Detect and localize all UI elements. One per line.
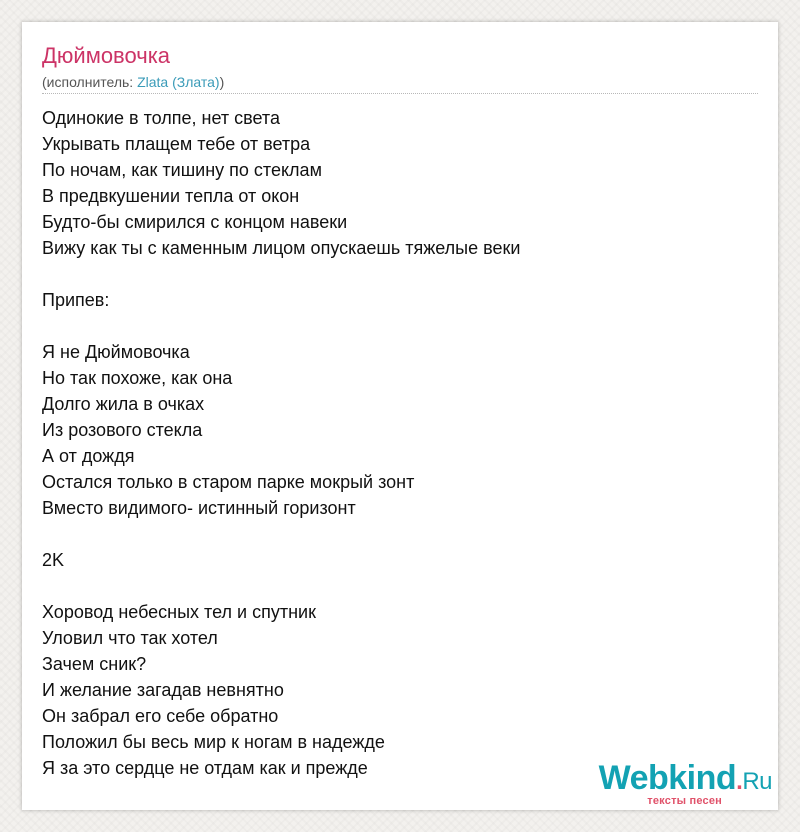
logo-tagline: тексты песен xyxy=(647,795,722,807)
lyric-line: Он забрал его себе обратно xyxy=(42,706,279,726)
lyric-line: Укрывать плащем тебе от ветра xyxy=(42,134,311,154)
lyrics-body xyxy=(42,105,742,781)
artist-link[interactable]: Zlata (Злата) xyxy=(137,74,220,90)
logo-tld: Ru xyxy=(742,768,772,795)
lyric-line xyxy=(42,573,742,599)
lyric-line: Из розового стекла xyxy=(42,420,203,440)
logo-brand: Webkind xyxy=(598,759,737,797)
site-logo[interactable] xyxy=(582,758,772,808)
lyric-line: И желание загадав невнятно xyxy=(42,680,284,700)
lyric-line: 2K xyxy=(42,550,65,570)
lyrics-card xyxy=(22,22,778,810)
lyric-line: Одинокие в толпе, нет света xyxy=(42,108,280,128)
song-title: Дюймовочка xyxy=(42,43,171,68)
lyric-line: А от дождя xyxy=(42,446,135,466)
artist-suffix: ) xyxy=(219,74,225,90)
title-divider xyxy=(42,93,758,94)
lyric-line xyxy=(42,521,742,547)
lyric-line: Вижу как ты с каменным лицом опускаешь тяжелые веки xyxy=(42,238,521,258)
logo-dot: . xyxy=(736,768,743,795)
lyric-line: В предвкушении тепла от окон xyxy=(42,186,300,206)
lyric-line: Хоровод небесных тел и спутник xyxy=(42,602,316,622)
lyric-line: Зачем сник? xyxy=(42,654,147,674)
lyric-line: Я за это сердце не отдам как и прежде xyxy=(42,758,368,778)
lyric-line xyxy=(42,313,742,339)
lyric-line: По ночам, как тишину по стеклам xyxy=(42,160,322,180)
artist-line xyxy=(42,73,224,91)
lyric-line: Долго жила в очках xyxy=(42,394,205,414)
lyric-line xyxy=(42,261,742,287)
lyric-line: Вместо видимого- истинный горизонт xyxy=(42,498,356,518)
lyric-line: Уловил что так хотел xyxy=(42,628,218,648)
lyric-line: Остался только в старом парке мокрый зонт xyxy=(42,472,415,492)
lyric-line: Припев: xyxy=(42,290,110,310)
lyric-line: Я не Дюймовочка xyxy=(42,342,190,362)
lyric-line: Положил бы весь мир к ногам в надежде xyxy=(42,732,385,752)
lyric-line: Но так похоже, как она xyxy=(42,368,233,388)
lyric-line: Будто-бы смирился с концом навеки xyxy=(42,212,348,232)
artist-prefix: (исполнитель: xyxy=(42,74,138,90)
